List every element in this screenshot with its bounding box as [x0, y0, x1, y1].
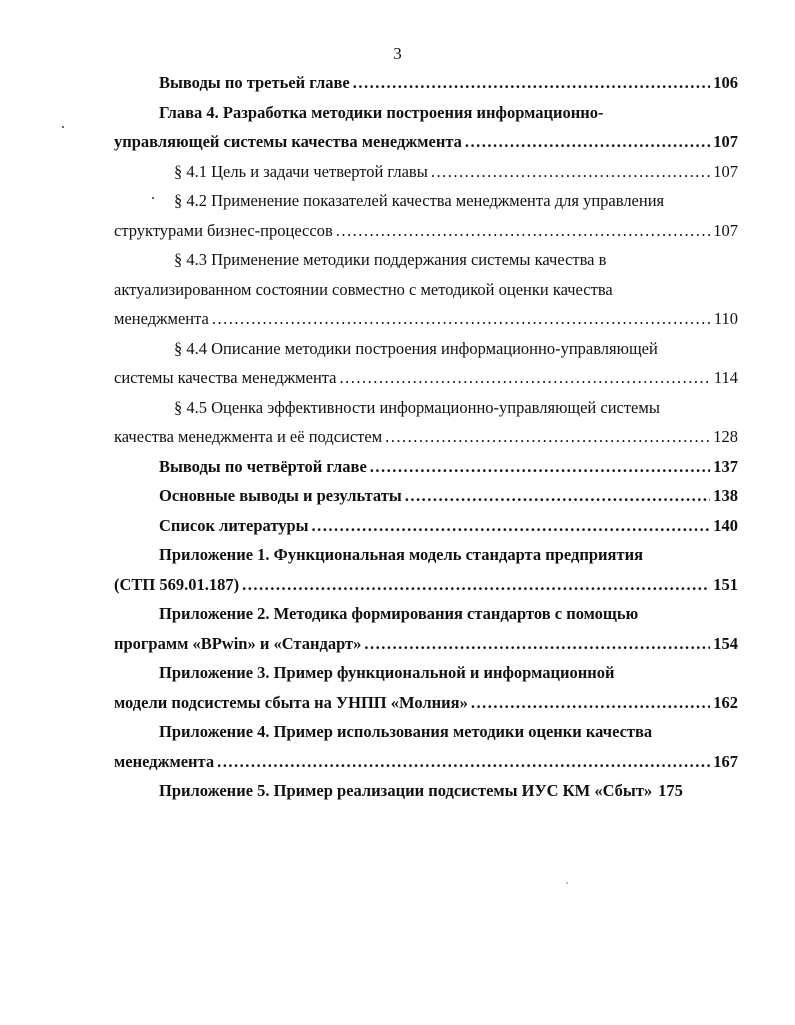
toc-page-number: 138: [713, 486, 738, 505]
dot-leader: [340, 363, 711, 393]
toc-entry-section-4-3-line2[interactable]: [114, 275, 738, 305]
toc-entry-title: качества менеджмента и её подсистем: [114, 427, 383, 446]
toc-entry-title: системы качества менеджмента: [114, 368, 337, 387]
toc-entry-chapter4-line2[interactable]: [114, 127, 738, 157]
toc-page-number: 151: [713, 574, 738, 594]
scan-speck: [62, 126, 64, 128]
toc-entry-section-4-2-line1[interactable]: [114, 186, 738, 216]
toc-entry-title: структурами бизнес-процессов: [114, 220, 333, 240]
toc-entry-title: Выводы по третьей главе: [159, 73, 350, 92]
toc-entry-section-4-4-line2[interactable]: [114, 363, 738, 393]
toc-entry-chapter4-line1[interactable]: [114, 98, 738, 128]
toc-entry-title: Основные выводы и результаты: [159, 486, 402, 505]
toc-entry-title: Приложение 2. Методика формирования стандартов с помощью: [159, 604, 639, 623]
toc-entry-title: модели подсистемы сбыта на УНПП «Молния»: [114, 692, 468, 712]
toc-entry-appendix3-line1[interactable]: [114, 658, 738, 688]
toc-entry-title: актуализированном состоянии совместно с методикой оценки качества: [114, 279, 613, 299]
toc-entry-title: § 4.2 Применение показателей качества менеджмента для управления: [174, 191, 665, 210]
toc-entry-title: Список литературы: [159, 515, 309, 535]
toc-page-number: 114: [713, 368, 738, 387]
toc-page-number: 175: [658, 781, 683, 800]
toc-entry-title: программ «BPwin» и «Стандарт»: [114, 633, 362, 653]
toc-entry-title: § 4.5 Оценка эффективности информационно-управляющей системы: [174, 397, 660, 417]
toc-page-number: 154: [713, 633, 738, 653]
dot-leader: [212, 304, 711, 334]
toc-entry-title: управляющей системы качества менеджмента: [114, 132, 462, 151]
toc-entry-references[interactable]: [114, 511, 738, 541]
toc-entry-conclusions-ch4[interactable]: [114, 452, 738, 482]
toc-entry-appendix1-line2[interactable]: [114, 570, 738, 600]
toc-entry-section-4-5-line1[interactable]: [114, 393, 738, 423]
toc-entry-appendix5[interactable]: [114, 776, 738, 806]
dot-leader: [431, 157, 710, 187]
toc-entry-title: § 4.1 Цель и задачи четвертой главы: [174, 161, 428, 181]
toc-page-number: 137: [713, 456, 738, 476]
dot-leader: [465, 127, 710, 157]
toc-entry-title: менеджмента: [114, 309, 209, 328]
toc-page-number: 162: [713, 692, 738, 712]
toc-entry-title: Выводы по четвёртой главе: [159, 456, 367, 476]
dot-leader: [471, 688, 710, 718]
toc-page-number: 107: [713, 220, 738, 240]
toc-entry-section-4-3-line1[interactable]: [114, 245, 738, 275]
dot-leader: [336, 216, 711, 246]
scan-speck: [566, 882, 568, 884]
table-of-contents: [114, 68, 738, 806]
dot-leader: [217, 747, 710, 777]
dot-leader: [385, 422, 710, 452]
dot-leader: [364, 629, 710, 659]
toc-page-number: 107: [713, 132, 738, 151]
toc-page-number: 110: [713, 309, 738, 328]
toc-entry-title: § 4.4 Описание методики построения информационно-управляющей: [174, 338, 658, 358]
toc-page-number: 106: [713, 73, 738, 92]
dot-leader: [242, 570, 710, 600]
page-number: 3: [393, 44, 402, 63]
toc-entry-section-4-2-line2[interactable]: [114, 216, 738, 246]
toc-entry-appendix4-line2[interactable]: [114, 747, 738, 777]
toc-entry-section-4-5-line2[interactable]: [114, 422, 738, 452]
toc-entry-title: § 4.3 Применение методики поддержания системы качества в: [174, 250, 607, 269]
toc-entry-appendix2-line1[interactable]: [114, 599, 738, 629]
toc-entry-appendix2-line2[interactable]: [114, 629, 738, 659]
dot-leader: [405, 481, 711, 511]
toc-entry-title: Глава 4. Разработка методики построения информационно-: [159, 102, 604, 122]
toc-entry-appendix1-line1[interactable]: [114, 540, 738, 570]
toc-entry-main-conclusions[interactable]: [114, 481, 738, 511]
toc-entry-title: менеджмента: [114, 751, 215, 771]
scan-speck: [152, 197, 154, 199]
dot-leader: [353, 68, 711, 98]
toc-page-number: 167: [713, 751, 738, 771]
toc-entry-title: (СТП 569.01.187): [114, 574, 240, 594]
toc-entry-section-4-3-line3[interactable]: [114, 304, 738, 334]
dot-leader: [312, 511, 711, 541]
toc-page-number: 128: [713, 427, 738, 446]
toc-entry-appendix4-line1[interactable]: [114, 717, 738, 747]
dot-leader: [370, 452, 710, 482]
toc-page-number: 140: [713, 515, 738, 535]
toc-entry-title: Приложение 1. Функциональная модель стандарта предприятия: [159, 545, 644, 564]
toc-page-number: 107: [713, 161, 738, 181]
toc-entry-title: Приложение 5. Пример реализации подсистемы ИУС КМ «Сбыт»: [159, 781, 653, 800]
toc-entry-section-4-4-line1[interactable]: [114, 334, 738, 364]
toc-entry-appendix3-line2[interactable]: [114, 688, 738, 718]
toc-entry-title: Приложение 4. Пример использования методики оценки качества: [159, 722, 653, 741]
toc-entry-title: Приложение 3. Пример функциональной и информационной: [159, 663, 615, 682]
toc-entry-section-4-1[interactable]: [114, 157, 738, 187]
toc-entry-conclusions-ch3[interactable]: [114, 68, 738, 98]
